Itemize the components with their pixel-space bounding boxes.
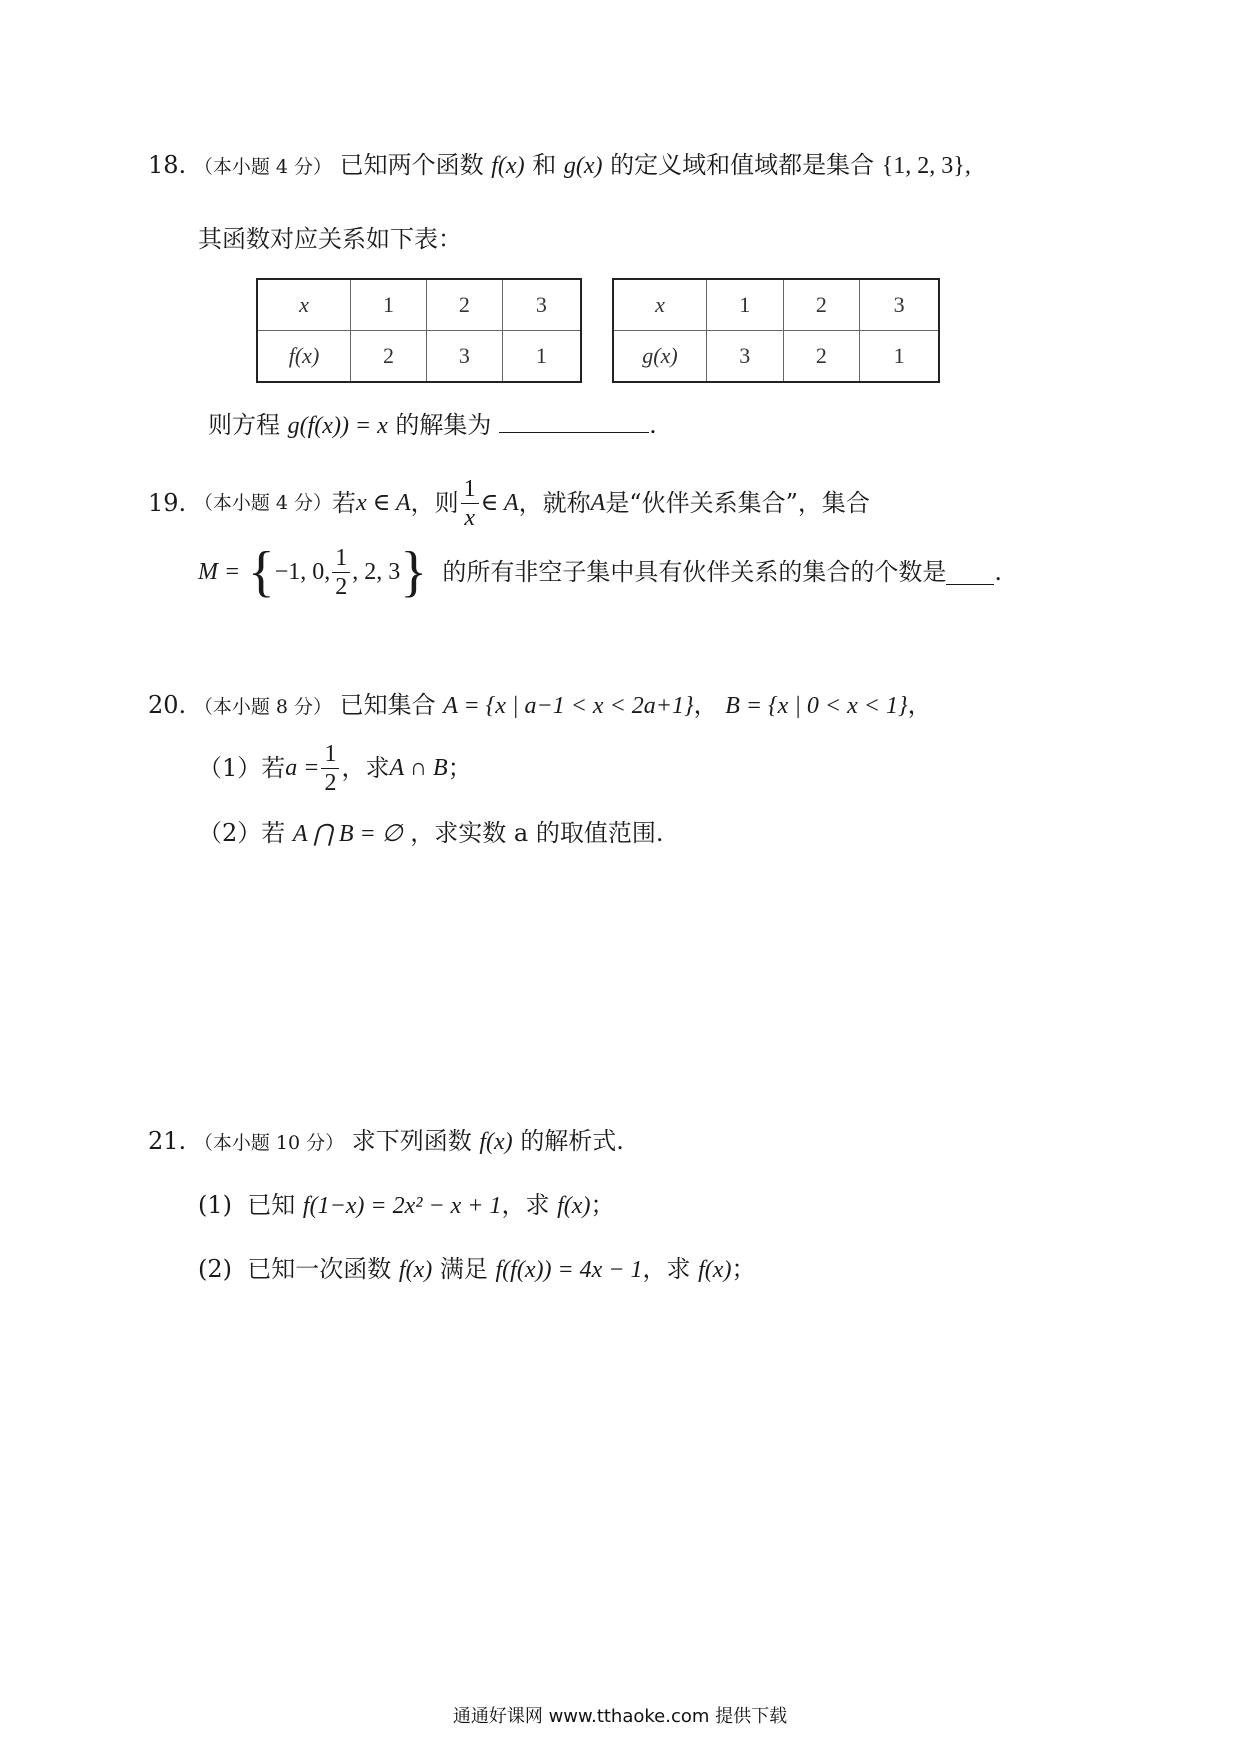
math-expression: x ∈ A	[355, 490, 411, 516]
fraction	[321, 740, 339, 797]
table-cell: 2	[783, 331, 860, 383]
table-cell: f(x)	[257, 331, 351, 383]
fraction-denominator: 2	[335, 573, 348, 600]
question-text: 是“伙伴关系集合”，集合	[605, 489, 870, 517]
question-21-part1	[198, 1188, 614, 1223]
points-label: （本小题 10 分）	[193, 1132, 345, 1154]
question-20-line1	[148, 688, 932, 724]
question-text: 已知	[247, 1191, 296, 1219]
table-row	[613, 279, 939, 331]
question-text: ，求	[642, 1255, 691, 1283]
punctuation: ，	[907, 691, 932, 719]
table-row	[257, 279, 581, 331]
table-cell: x	[257, 279, 351, 331]
math-expression: , 2, 3	[352, 559, 401, 585]
part-label: (1)	[198, 1191, 232, 1219]
punctuation: ，	[693, 691, 718, 719]
fraction-numerator: 1	[461, 475, 479, 504]
math-expression: f(x)	[557, 1193, 591, 1219]
math-expression: A ⋂ B = ∅	[292, 821, 403, 847]
table-row	[257, 331, 581, 383]
question-text: 已知集合	[339, 691, 436, 719]
table-cell: 2	[351, 331, 427, 383]
function-table-g	[612, 278, 940, 383]
math-expression: f(x)	[479, 1129, 513, 1155]
answer-blank[interactable]	[499, 408, 649, 433]
question-number: 18.	[148, 151, 187, 179]
question-number: 19.	[148, 489, 187, 517]
fraction-numerator: 1	[321, 740, 339, 769]
table-cell: 2	[783, 279, 860, 331]
question-19-line2	[198, 536, 1002, 608]
math-expression: {1, 2, 3},	[881, 153, 971, 179]
table-row	[613, 331, 939, 383]
question-20-part1	[198, 732, 472, 804]
math-expression: a =	[285, 755, 320, 781]
question-text: 和	[532, 151, 557, 179]
question-text: 的所有非空子集中具有伙伴关系的集合的个数是	[442, 558, 947, 586]
math-expression: A	[590, 490, 606, 516]
part-label: （2）若	[198, 819, 286, 847]
question-text: ，则	[410, 489, 459, 517]
fraction-denominator: 2	[324, 769, 337, 796]
question-text: 求下列函数	[351, 1127, 472, 1155]
table-cell: 3	[426, 331, 502, 383]
question-18-line2: 其函数对应关系如下表：	[198, 225, 462, 253]
points-label: （本小题 4 分）	[193, 156, 332, 178]
math-expression: g(x)	[563, 153, 603, 179]
table-cell: x	[613, 279, 707, 331]
fraction-denominator: x	[464, 504, 475, 531]
table-cell: 1	[860, 331, 939, 383]
math-expression: A = {x | a−1 < x < 2a+1}	[443, 693, 694, 719]
punctuation: ；	[731, 1255, 756, 1283]
math-expression: A ∩ B	[389, 755, 448, 781]
question-21-part2	[198, 1252, 755, 1287]
punctuation: ；	[447, 754, 472, 782]
question-text: 的定义域和值域都是集合	[610, 151, 875, 179]
fraction	[332, 544, 350, 601]
question-number: 21.	[148, 1127, 187, 1155]
answer-blank[interactable]	[946, 560, 994, 585]
function-table-f	[256, 278, 582, 383]
question-text: ，求	[341, 754, 390, 782]
question-19-line1	[148, 470, 870, 536]
math-expression: g(f(x)) = x	[287, 413, 388, 439]
math-expression: f(f(x)) = 4x − 1	[495, 1257, 643, 1283]
punctuation: ；	[590, 1191, 615, 1219]
question-text: ，求	[501, 1191, 550, 1219]
part-label: （1）若	[198, 754, 286, 782]
table-cell: 1	[351, 279, 427, 331]
question-text: 则方程	[208, 411, 280, 439]
right-brace: }	[400, 541, 428, 603]
question-text: ，就称	[518, 489, 591, 517]
table-cell: 3	[707, 331, 784, 383]
fraction-numerator: 1	[332, 544, 350, 573]
question-number: 20.	[148, 691, 187, 719]
table-cell: g(x)	[613, 331, 707, 383]
question-21-line1	[148, 1124, 624, 1160]
question-text: 已知两个函数	[339, 151, 484, 179]
math-expression: f(x)	[398, 1257, 433, 1283]
punctuation: .	[649, 411, 657, 439]
points-label: （本小题 8 分）	[193, 696, 332, 718]
math-expression: f(x)	[491, 153, 525, 179]
punctuation: .	[994, 558, 1003, 586]
left-brace: {	[247, 541, 275, 603]
question-18-line1	[148, 148, 971, 184]
fraction	[461, 475, 479, 532]
table-cell: 1	[502, 331, 581, 383]
table-cell: 1	[707, 279, 784, 331]
question-text: ，求实数 a 的取值范围.	[410, 819, 664, 847]
question-18-line3	[208, 408, 657, 443]
points-label: （本小题 4 分）	[193, 492, 332, 514]
math-expression: ∈ A	[480, 490, 519, 516]
math-expression: M =	[198, 559, 241, 585]
table-cell: 3	[502, 279, 581, 331]
part-label: (2)	[198, 1255, 232, 1283]
math-expression: B = {x | 0 < x < 1}	[725, 693, 908, 719]
question-text: 已知一次函数	[247, 1255, 392, 1283]
table-cell: 2	[426, 279, 502, 331]
question-text: 的解析式.	[520, 1127, 624, 1155]
question-20-part2	[198, 816, 663, 851]
math-expression: −1, 0,	[274, 559, 331, 585]
question-text: 若	[331, 489, 356, 517]
question-text: 的解集为	[395, 411, 492, 439]
math-expression: f(1−x) = 2x² − x + 1	[302, 1193, 502, 1219]
page-footer: 通通好课网 www.tthaoke.com 提供下载	[452, 1706, 788, 1727]
question-text: 满足	[439, 1255, 488, 1283]
table-cell: 3	[860, 279, 939, 331]
math-expression: f(x)	[698, 1257, 732, 1283]
